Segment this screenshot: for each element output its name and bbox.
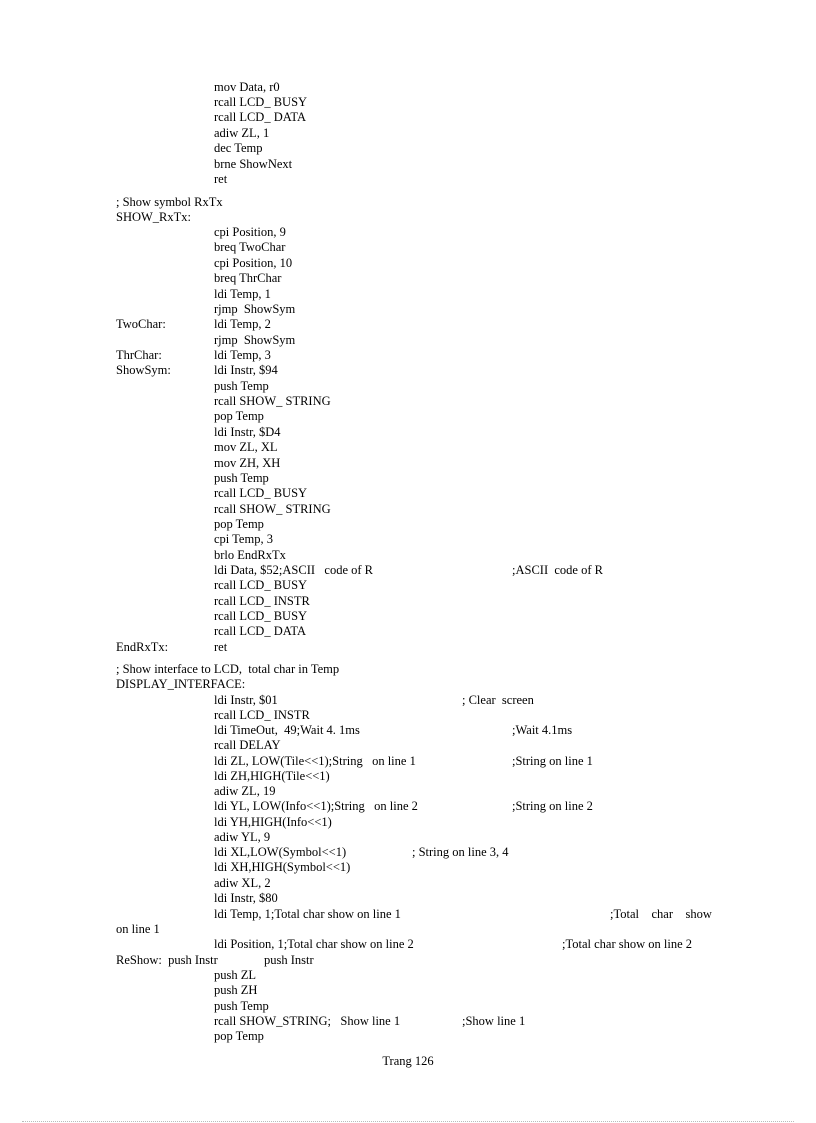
line-instruction: ret [214, 640, 228, 654]
line-instruction: ldi YH,HIGH(Info<<1) [214, 815, 332, 829]
line-label: ; Show interface to LCD, total char in Temp [116, 662, 340, 676]
line-instruction: rcall SHOW_ STRING [214, 394, 331, 408]
line-label: TwoChar: [116, 317, 166, 331]
line-instruction: adiw YL, 9 [214, 830, 271, 844]
line-comment: ;Total char show on line 2 [562, 937, 692, 951]
line-instruction: ldi YL, LOW(Info<<1);String on line 2 [214, 799, 418, 813]
line-instruction: mov ZH, XH [214, 456, 281, 470]
line-comment: ;Show line 1 [462, 1014, 526, 1028]
line-label: ReShow: push Instr [116, 953, 218, 967]
line-instruction: rjmp ShowSym [214, 302, 296, 316]
line-instruction: breq TwoChar [214, 240, 286, 254]
line-instruction: ldi Instr, $80 [214, 891, 278, 905]
line-label: EndRxTx: [116, 640, 169, 654]
line-comment: ; Clear screen [462, 693, 534, 707]
line-instruction: ldi TimeOut, 49;Wait 4. 1ms [214, 723, 360, 737]
line-instruction: rjmp ShowSym [214, 333, 296, 347]
line-instruction: ldi XH,HIGH(Symbol<<1) [214, 860, 351, 874]
line-instruction: mov Data, r0 [214, 80, 280, 94]
line-instruction: dec Temp [214, 141, 263, 155]
page-footer: Trang 126 [382, 1054, 434, 1068]
line-instruction: ret [214, 172, 228, 186]
line-label: on line 1 [116, 922, 160, 936]
line-instruction: ldi Temp, 2 [214, 317, 271, 331]
line-comment: ;Total char show [610, 907, 712, 921]
line-instruction: push ZH [214, 983, 258, 997]
line-comment: ;String on line 2 [512, 799, 593, 813]
line-instruction: pop Temp [214, 409, 264, 423]
line-instruction: pop Temp [214, 517, 264, 531]
line-instruction: rcall SHOW_STRING; Show line 1 [214, 1014, 401, 1028]
line-instruction: pop Temp [214, 1029, 264, 1043]
line-instruction: ldi Position, 1;Total char show on line 2 [214, 937, 414, 951]
line-instruction: ldi ZH,HIGH(Tile<<1) [214, 769, 330, 783]
line-instruction: rcall SHOW_ STRING [214, 502, 331, 516]
line-instruction: push Temp [214, 379, 269, 393]
line-instruction: rcall LCD_ BUSY [214, 578, 308, 592]
line-comment: ;ASCII code of R [512, 563, 603, 577]
line-instruction: ldi Instr, $01 [214, 693, 278, 707]
line-comment: ;String on line 1 [512, 754, 593, 768]
line-instruction: adiw XL, 2 [214, 876, 271, 890]
line-instruction: brne ShowNext [214, 157, 293, 171]
line-instruction: cpi Position, 9 [214, 225, 286, 239]
line-instruction: mov ZL, XL [214, 440, 278, 454]
line-instruction: cpi Position, 10 [214, 256, 293, 270]
line-label: ThrChar: [116, 348, 162, 362]
line-instruction: cpi Temp, 3 [214, 532, 273, 546]
line-instruction: rcall LCD_ BUSY [214, 95, 308, 109]
line-instruction: rcall LCD_ BUSY [214, 486, 308, 500]
line-comment: ; String on line 3, 4 [412, 845, 509, 859]
line-instruction: rcall LCD_ INSTR [214, 708, 310, 722]
line-instruction: rcall LCD_ INSTR [214, 594, 310, 608]
line-instruction: adiw ZL, 1 [214, 126, 270, 140]
line-instruction: ldi Temp, 1 [214, 287, 271, 301]
line-instruction: ldi ZL, LOW(Tile<<1);String on line 1 [214, 754, 416, 768]
line-instruction: push Temp [214, 999, 269, 1013]
line-instruction: push ZL [214, 968, 257, 982]
line-instruction: ldi Temp, 1;Total char show on line 1 [214, 907, 401, 921]
page-bottom-rule [22, 1121, 794, 1122]
line-label: ; Show symbol RxTx [116, 195, 223, 209]
line-instruction: ldi XL,LOW(Symbol<<1) [214, 845, 347, 859]
line-label: DISPLAY_INTERFACE: [116, 677, 246, 691]
line-instruction: push Instr [264, 953, 314, 967]
line-instruction: ldi Instr, $94 [214, 363, 278, 377]
line-label: ShowSym: [116, 363, 171, 377]
line-label: SHOW_RxTx: [116, 210, 191, 224]
line-instruction: rcall DELAY [214, 738, 281, 752]
line-instruction: ldi Instr, $D4 [214, 425, 281, 439]
line-instruction: breq ThrChar [214, 271, 282, 285]
line-instruction: ldi Data, $52;ASCII code of R [214, 563, 374, 577]
line-comment: ;Wait 4.1ms [512, 723, 573, 737]
line-instruction: adiw ZL, 19 [214, 784, 276, 798]
line-instruction: ldi Temp, 3 [214, 348, 271, 362]
line-instruction: brlo EndRxTx [214, 548, 286, 562]
line-instruction: rcall LCD_ BUSY [214, 609, 308, 623]
line-instruction: rcall LCD_ DATA [214, 624, 307, 638]
line-instruction: push Temp [214, 471, 269, 485]
line-instruction: rcall LCD_ DATA [214, 110, 307, 124]
